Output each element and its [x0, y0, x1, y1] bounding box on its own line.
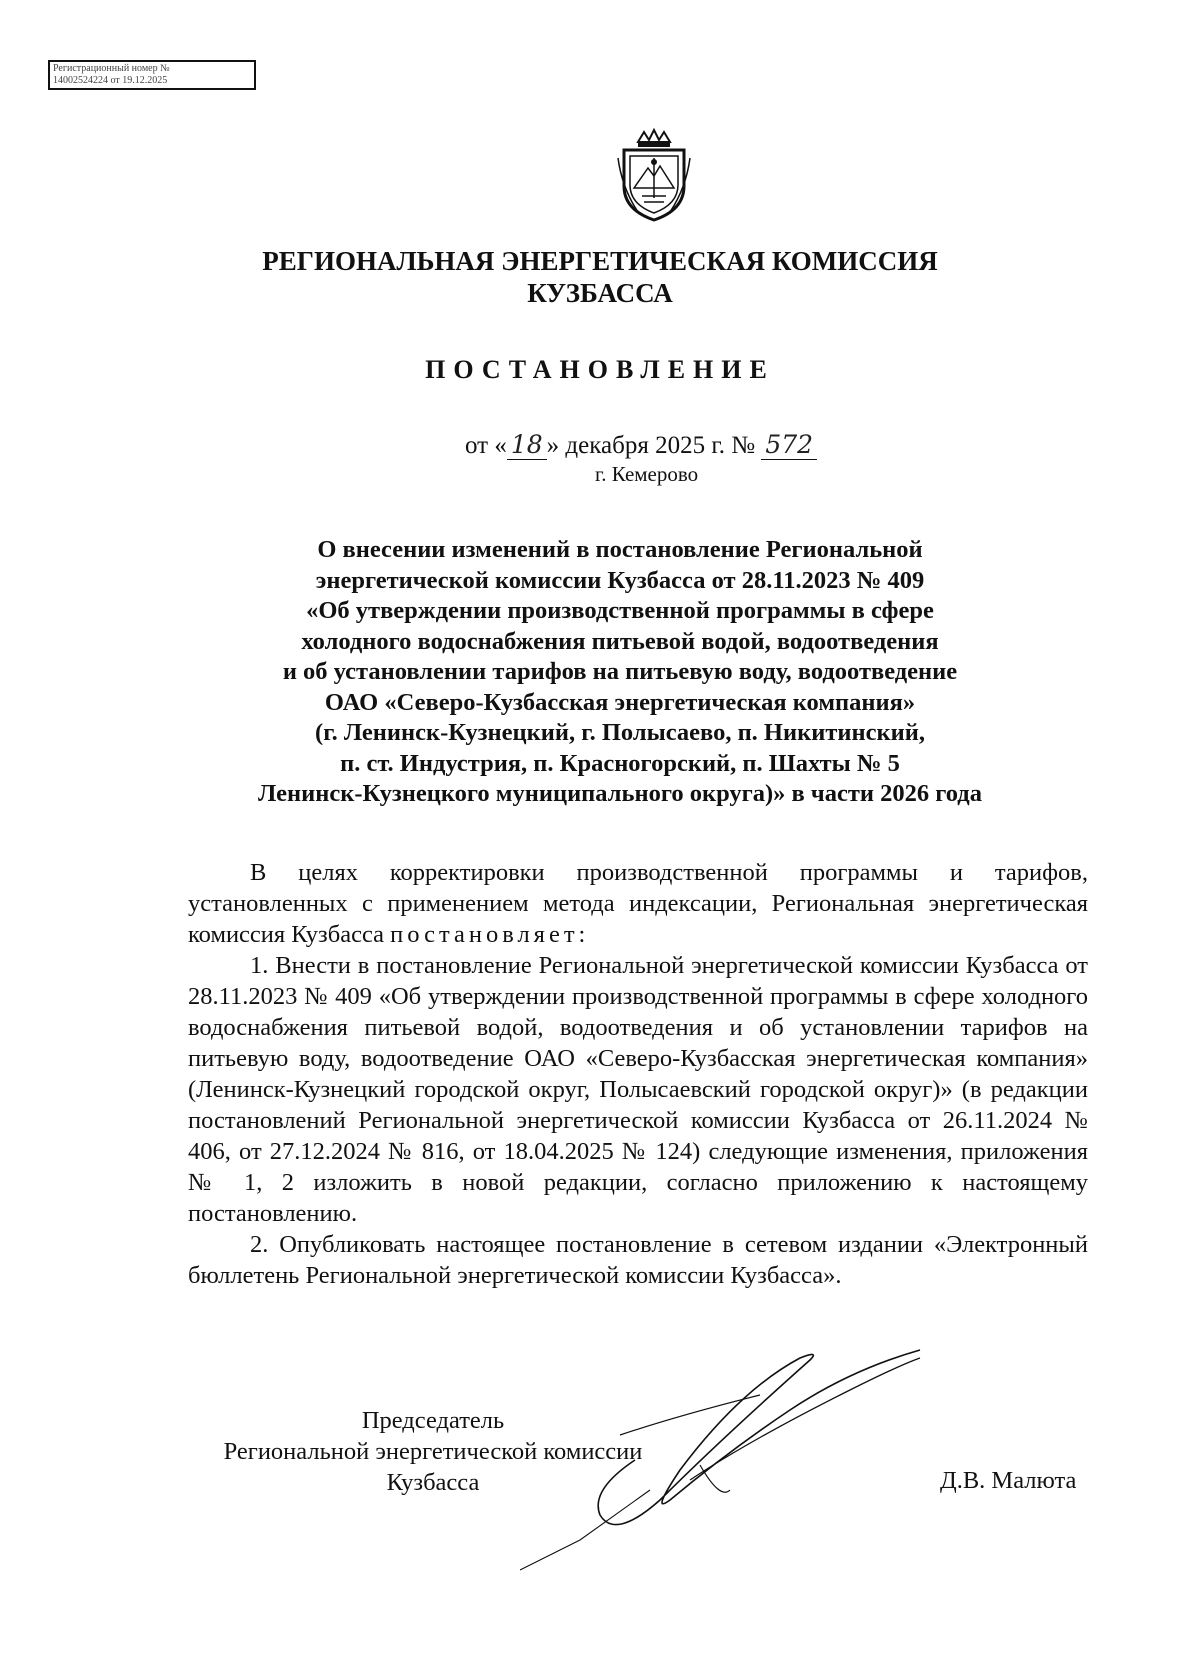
date-day-handwritten: 18 [507, 430, 547, 460]
date-month-year: » декабря 2025 г. № [546, 432, 756, 459]
title-line: энергетической комиссии Кузбасса от 28.11.2023 № 409 [315, 566, 925, 594]
document-type: ПОСТАНОВЛЕНИЕ [425, 355, 775, 384]
position-line-3: Кузбасса [386, 1469, 480, 1496]
signatory-name: Д.В. Малюта [940, 1467, 1077, 1494]
document-number-handwritten: 572 [761, 430, 817, 460]
position-line-2: Региональной энергетической комиссии [223, 1438, 643, 1465]
title-line: О внесении изменений в постановление Региональной [317, 536, 923, 563]
date-line [465, 430, 817, 460]
handwritten-signature [520, 1340, 980, 1575]
item-2-paragraph: 2. Опубликовать настоящее постановление в сетевом издании «Электронный бюллетень Региональной энергетической комиссии Кузбасса». [188, 1231, 1088, 1289]
title-line: и об установлении тарифов на питьевую воду, водоотведение [282, 658, 958, 685]
title-line: Ленинск-Кузнецкого муниципального округа)» в части 2026 года [258, 780, 982, 807]
title-line: (г. Ленинск-Кузнецкий, г. Полысаево, п. Никитинский, [315, 719, 925, 746]
document-body [188, 857, 1088, 1291]
registration-stamp [48, 60, 256, 90]
registration-number: 14002524224 от 19.12.2025 [53, 75, 168, 86]
title-line: «Об утверждении производственной программы в сфере [306, 597, 934, 624]
city: г. Кемерово [595, 462, 699, 486]
title-line: п. ст. Индустрия, п. Красногорский, п. Шахты № 5 [340, 749, 900, 777]
date-prefix: от « [465, 432, 507, 459]
document-title [200, 535, 1040, 810]
registration-label: Регистрационный номер № [53, 63, 170, 74]
intro-paragraph [188, 857, 1088, 950]
resolution-verb: постановляет: [390, 921, 590, 948]
title-line: холодного водоснабжения питьевой водой, водоотведения [301, 627, 939, 655]
organization-name [0, 245, 1200, 309]
title-line: ОАО «Северо-Кузбасская энергетическая компания» [324, 688, 916, 716]
coat-of-arms-icon [614, 128, 694, 224]
intro-text: В целях корректировки производственной программы и тарифов, установленных с применением метода индексации, Региональная энергетическая комиссия Кузбасса [188, 859, 1088, 948]
position-line-1: Председатель [361, 1407, 505, 1434]
item-1-paragraph: 1. Внести в постановление Региональной энергетической комиссии Кузбасса от 28.11.2023 № 409 «Об утверждении производственной программы в сфере холодного водоснабжения питьевой водой, водоотведения и об установлении тарифов на питьевую воду, водоотведение ОАО «Северо-Кузбасская энергетическая компания» (Ленинск-Кузнецкий городской округ, Полысаевский городской округ)» (в редакции постановлений Региональной энергетической комиссии Кузбасса от 26.11.2024 № 406, от 27.12.2024 № 816, от 18.04.2025 № 124) следующие изменения, приложения № 1, 2 изложить в новой редакции, согласно приложению к настоящему постановлению. [188, 952, 1088, 1227]
organization-line-2: КУЗБАССА [527, 278, 673, 308]
organization-line-1: РЕГИОНАЛЬНАЯ ЭНЕРГЕТИЧЕСКАЯ КОМИССИЯ [262, 246, 938, 276]
